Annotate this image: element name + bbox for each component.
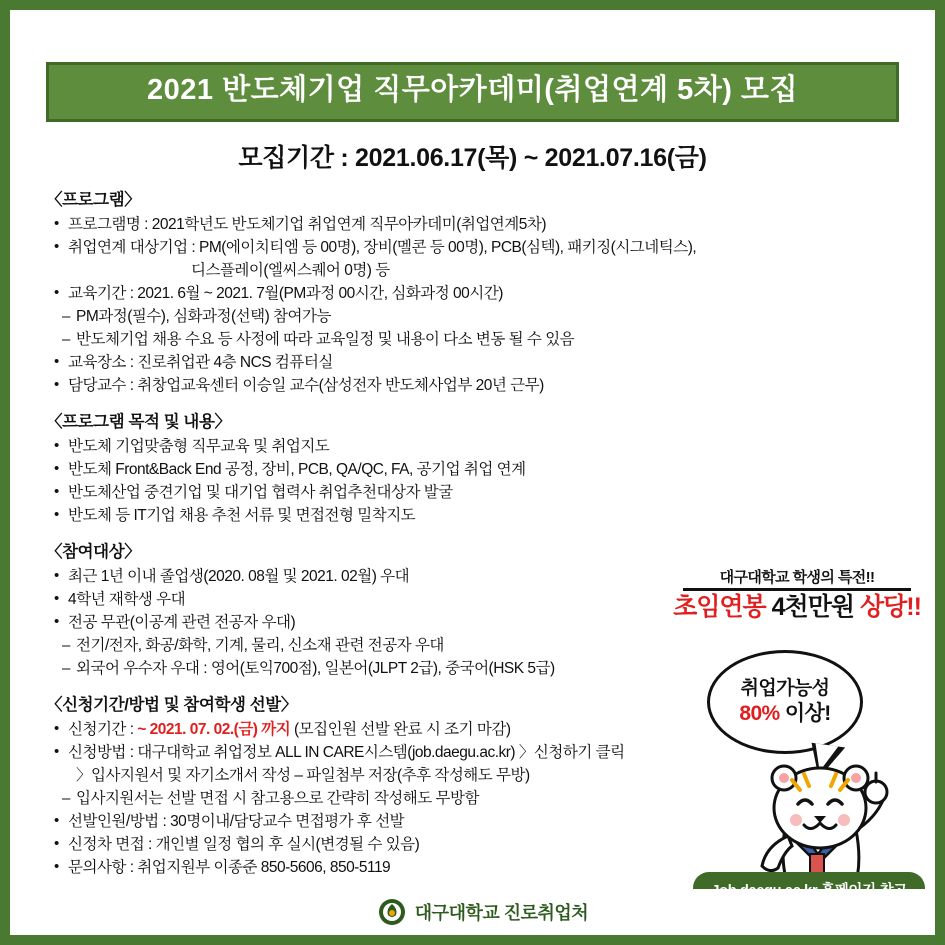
bubble-line-2 (710, 701, 860, 727)
list-item: – 외국어 우수자 우대 : 영어(토익700점), 일본어(JLPT 2급), 중국어(HSK 5급) (46, 658, 905, 680)
bubble-percent-suffix: 이상! (779, 701, 831, 725)
list-item: • 반도체 등 IT기업 채용 추천 서류 및 면접전형 밀착지도 (46, 505, 905, 527)
deadline-prefix: 신청기간 : (68, 720, 138, 738)
section-heading-purpose: 〈프로그램 목적 및 내용〉 (46, 412, 231, 431)
footer-logo-text: 대구대학교 진로취업처 (414, 903, 589, 923)
list-item: • 프로그램명 : 2021학년도 반도체기업 취업연계 직무아카데미(취업연계5차) (46, 214, 905, 236)
stamp-small-text: 대구대학교 학생의 특전!! (719, 569, 875, 586)
deadline-suffix: (모집인원 선발 완료 시 조기 마감) (290, 720, 511, 738)
list-item: – 입사지원서는 선발 면접 시 참고용으로 간략히 작성해도 무방함 (46, 788, 905, 810)
list-item: • 취업연계 대상기업 : PM(에이치티엠 등 00명), 장비(멜콘 등 00명), PCB(심텍), 패키징(시그네틱스), (46, 237, 905, 259)
section-list-purpose (46, 436, 905, 527)
deadline-date: ~ 2021. 07. 02.(금) 까지 (137, 720, 291, 738)
list-item: • 반도체 Front&Back End 공정, 장비, PCB, QA/QC, FA, 공기업 취업 연계 (46, 459, 905, 481)
list-item: 디스플레이(엘씨스퀘어 0명) 등 (191, 261, 390, 279)
list-item: • 신정차 면접 : 개인별 일정 협의 후 실시(변경될 수 있음) (46, 834, 905, 856)
list-item: • 문의사항 : 취업지원부 이종준 850-5606, 850-5119 (46, 857, 905, 879)
section-list-program (46, 214, 905, 397)
list-item: – 반도체기업 채용 수요 등 사정에 따라 교육일정 및 내용이 다소 변동 될 수 있음 (46, 329, 905, 351)
stamp-word-equivalent: 상당!! (859, 592, 921, 621)
footer-logo-strip (10, 889, 935, 935)
list-item: • 반도체산업 중견기업 및 대기업 협력사 취업추천대상자 발굴 (46, 482, 905, 504)
bubble-line-1: 취업가능성 (740, 678, 830, 699)
list-item: 〉입사지원서 및 자기소개서 작성 – 파일첨부 저장(추후 작성해도 무방) (76, 766, 530, 784)
stamp-divider (683, 588, 911, 591)
stamp-word-salary: 초임연봉 (673, 592, 766, 621)
list-item: • 교육장소 : 진로취업관 4층 NCS 컴퓨터실 (46, 352, 905, 374)
salary-stamp (669, 570, 925, 620)
recruit-period: 모집기간 : 2021.06.17(목) ~ 2021.07.16(금) (238, 143, 707, 172)
list-item: • 선발인원/방법 : 30명이내/담당교수 면접평가 후 선발 (46, 811, 905, 833)
stamp-big-text (669, 594, 925, 620)
list-item: • 전공 무관(이공계 관련 전공자 우대) (46, 612, 905, 634)
list-item: • 반도체 기업맞춤형 직무교육 및 취업지도 (46, 436, 905, 458)
university-logo-icon (377, 897, 407, 927)
title-banner (46, 62, 899, 122)
list-item: • 담당교수 : 취창업교육센터 이승일 교수(삼성전자 반도체사업부 20년 근무) (46, 375, 905, 397)
list-item: • 최근 1년 이내 졸업생(2020. 08월 및 2021. 02월) 우대 (46, 566, 905, 588)
page-title: 2021 반도체기업 직무아카데미(취업연계 5차) 모집 (147, 74, 798, 106)
list-item: • 교육기간 : 2021. 6월 ~ 2021. 7월(PM과정 00시간, 심화과정 00시간) (46, 283, 905, 305)
bubble-percent: 80% (739, 701, 780, 725)
section-heading-program: 〈프로그램〉 (46, 190, 141, 209)
section-heading-target: 〈참여대상〉 (46, 542, 141, 561)
section-heading-apply: 〈신청기간/방법 및 참여학생 선발〉 (46, 695, 297, 714)
list-item: • 4학년 재학생 우대 (46, 589, 905, 611)
employment-rate-bubble (707, 650, 863, 754)
poster-inner (10, 10, 935, 935)
list-item: • 신청방법 : 대구대학교 취업정보 ALL IN CARE시스템(job.daegu.ac.kr) 〉신청하기 클릭 (46, 742, 905, 764)
list-item: – 전기/전자, 화공/화학, 기계, 물리, 신소재 관련 전공자 우대 (46, 635, 905, 657)
list-item: – PM과정(필수), 심화과정(선택) 참여가능 (46, 306, 905, 328)
stamp-word-amount: 4천만원 (771, 592, 854, 621)
